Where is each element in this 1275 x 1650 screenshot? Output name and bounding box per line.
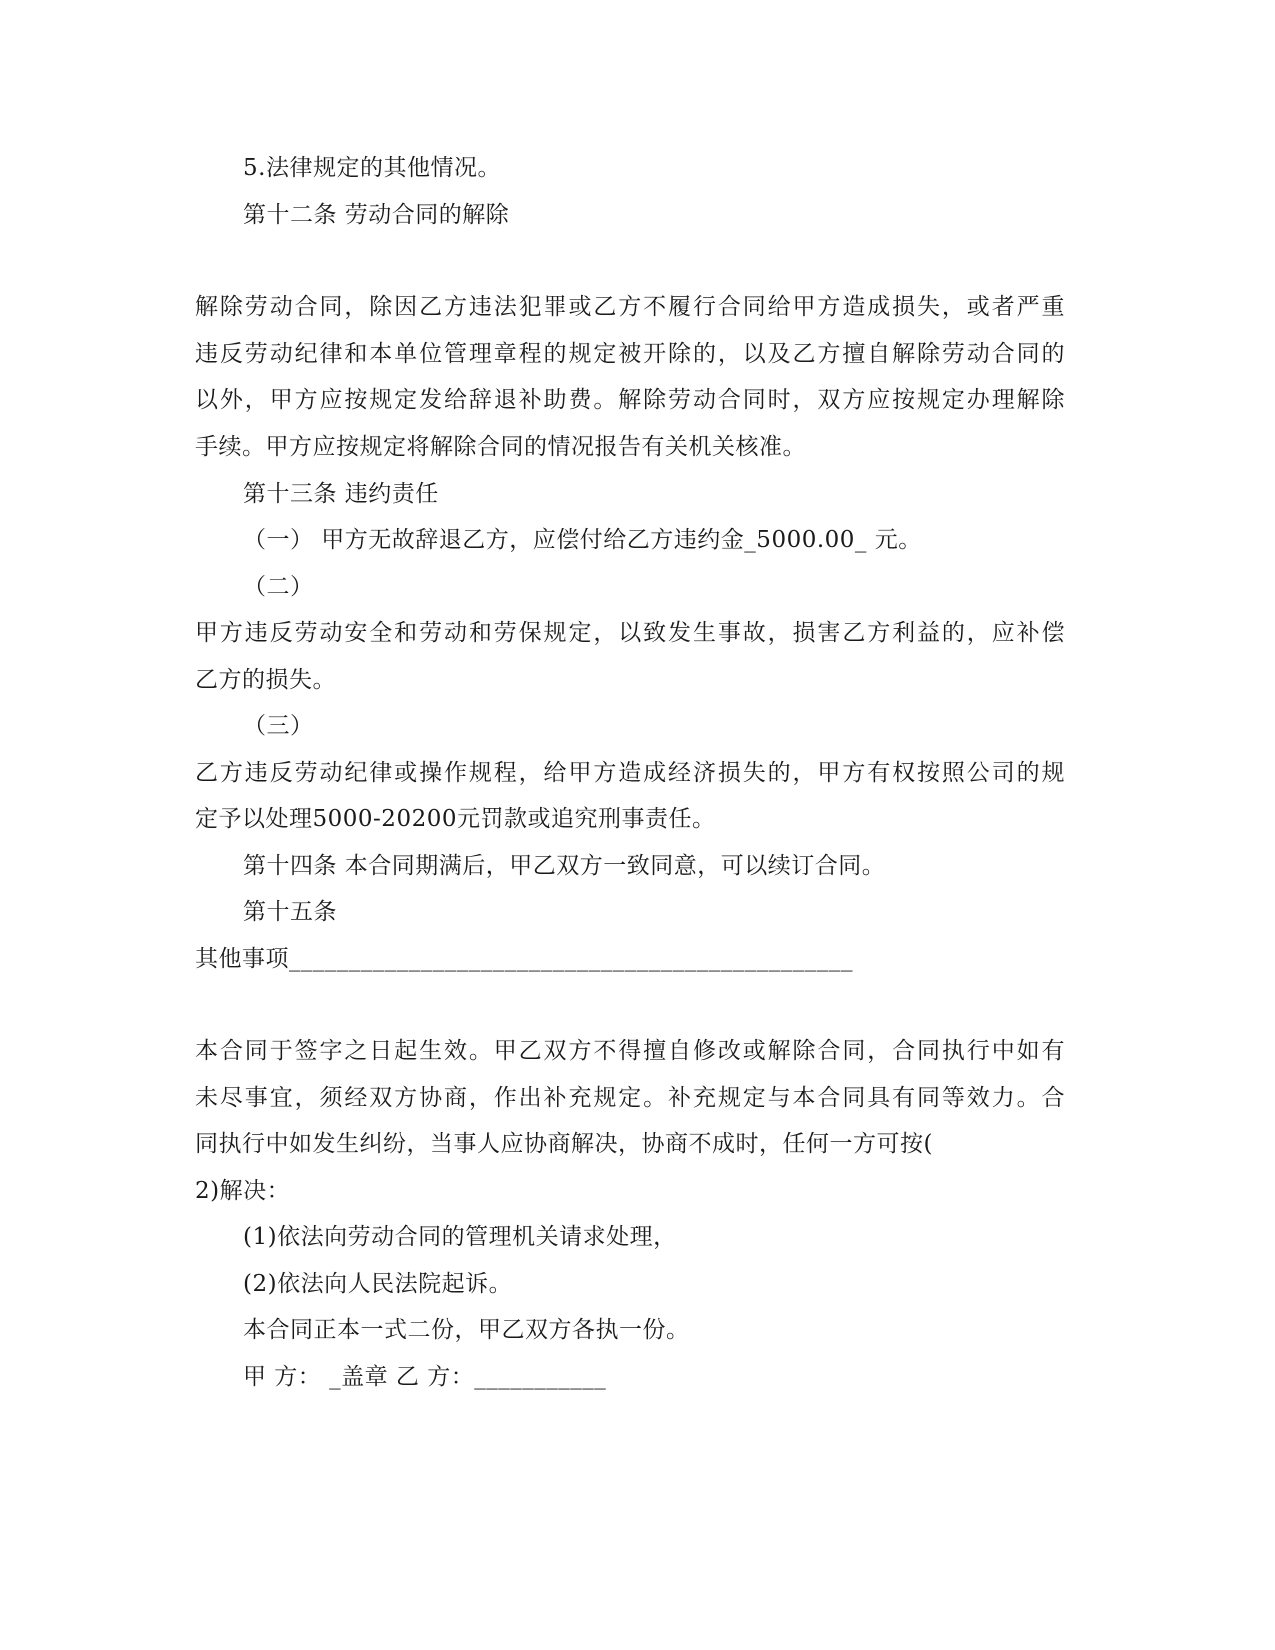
dispute-option-1: (1)依法向劳动合同的管理机关请求处理， [243,1224,677,1250]
clause-item-3-marker: （三） [243,713,314,739]
paragraph-line: 本合同于签字之日起生效。甲乙双方不得擅自修改或解除合同，合同执行中如有 [195,1038,1065,1064]
article-15-heading: 第十五条 [243,899,337,925]
paragraph-line: 同执行中如发生纠纷，当事人应协商解决，协商不成时，任何一方可按( [195,1131,933,1157]
paragraph-line: 以外，甲方应按规定发给辞退补助费。解除劳动合同时，双方应按规定办理解除 [195,387,1065,413]
paragraph-line: 甲方违反劳动安全和劳动和劳保规定，以致发生事故，损害乙方利益的，应补偿 [195,620,1065,646]
paragraph-line: 2)解决： [195,1178,291,1204]
paragraph-line: 乙方的损失。 [195,667,336,693]
article-12-heading: 第十二条 劳动合同的解除 [243,202,510,228]
paragraph-line: 未尽事宜，须经双方协商，作出补充规定。补充规定与本合同具有同等效力。合 [195,1085,1065,1111]
signature-line: 甲 方： _盖章 乙 方：___________ [243,1364,607,1390]
paragraph-line: 手续。甲方应按规定将解除合同的情况报告有关机关核准。 [195,434,806,460]
clause-item-5: 5.法律规定的其他情况。 [243,155,501,181]
other-matters-blank: 其他事项_______________________________________________ [195,946,853,972]
paragraph-line: 定予以处理5000-20200元罚款或追究刑事责任。 [195,806,716,832]
paragraph-line: 违反劳动纪律和本单位管理章程的规定被开除的，以及乙方擅自解除劳动合同的 [195,341,1065,367]
paragraph-line: 解除劳动合同，除因乙方违法犯罪或乙方不履行合同给甲方造成损失，或者严重 [195,294,1065,320]
paragraph-line: 乙方违反劳动纪律或操作规程，给甲方造成经济损失的，甲方有权按照公司的规 [195,760,1065,786]
copies-statement: 本合同正本一式二份，甲乙双方各执一份。 [243,1317,690,1343]
clause-item-1: （一） 甲方无故辞退乙方，应偿付给乙方违约金_5000.00_ 元。 [243,527,922,553]
clause-item-2-marker: （二） [243,574,314,600]
article-14-heading: 第十四条 本合同期满后，甲乙双方一致同意，可以续订合同。 [243,853,886,879]
dispute-option-2: (2)依法向人民法院起诉。 [243,1271,513,1297]
article-13-heading: 第十三条 违约责任 [243,481,439,507]
